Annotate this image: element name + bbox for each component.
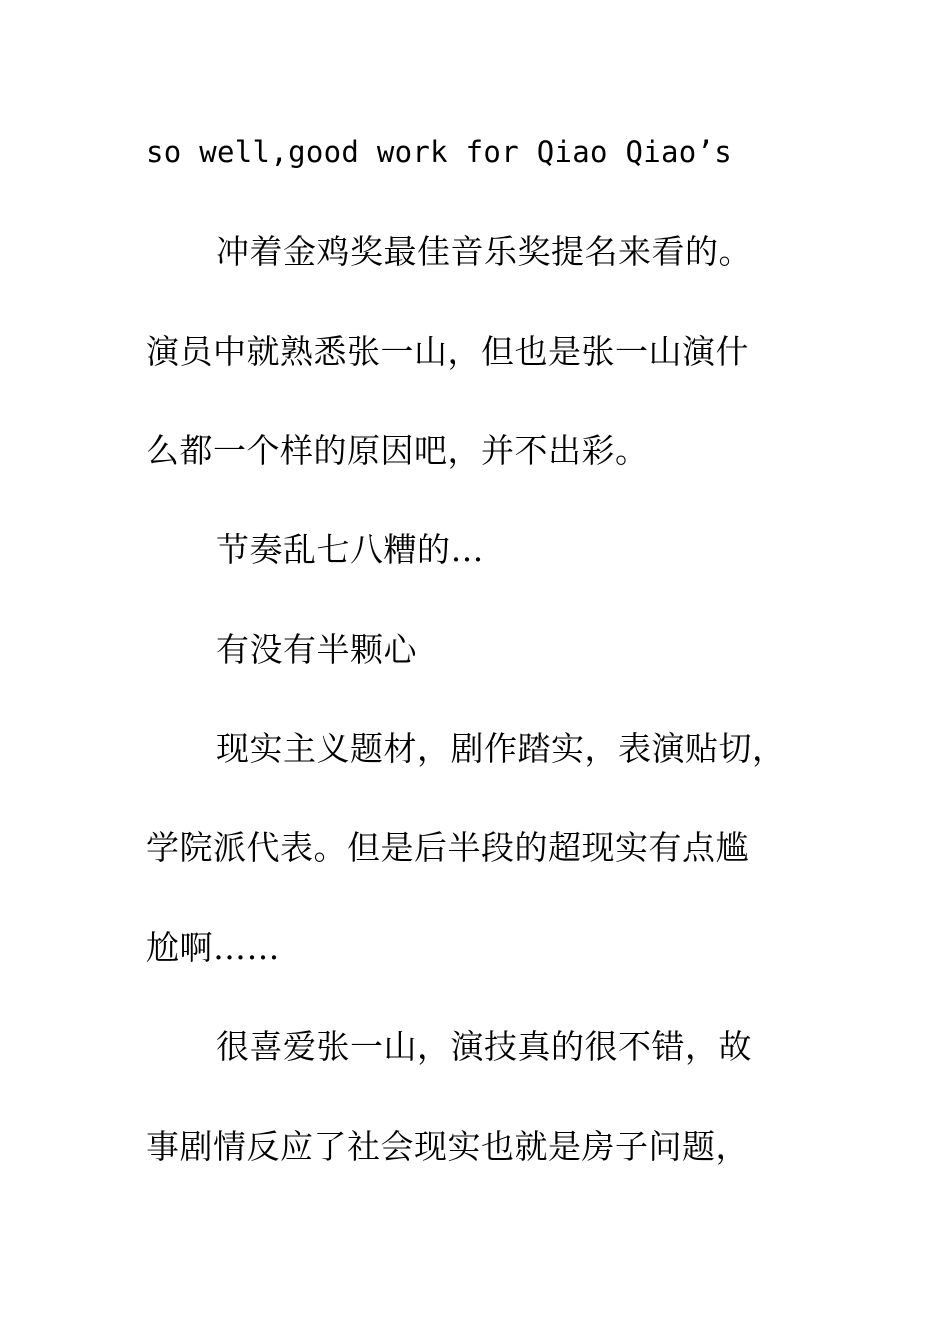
text-line-1: so well,good work for Qiao Qiao’s bbox=[146, 135, 733, 169]
text-line-5: 节奏乱七八糟的… bbox=[216, 530, 484, 569]
text-line-2: 冲着金鸡奖最佳音乐奖提名来看的。 bbox=[216, 232, 752, 271]
text-line-6: 有没有半颗心 bbox=[216, 630, 417, 669]
text-line-3: 演员中就熟悉张一山，但也是张一山演什 bbox=[146, 332, 749, 371]
text-line-7: 现实主义题材，剧作踏实，表演贴切， bbox=[216, 729, 786, 768]
text-line-11: 事剧情反应了社会现实也就是房子问题， bbox=[146, 1127, 749, 1166]
text-line-9: 尬啊…… bbox=[146, 928, 280, 967]
text-line-4: 么都一个样的原因吧，并不出彩。 bbox=[146, 431, 649, 470]
text-line-8: 学院派代表。但是后半段的超现实有点尴 bbox=[146, 828, 749, 867]
text-line-10: 很喜爱张一山，演技真的很不错，故 bbox=[216, 1027, 752, 1066]
